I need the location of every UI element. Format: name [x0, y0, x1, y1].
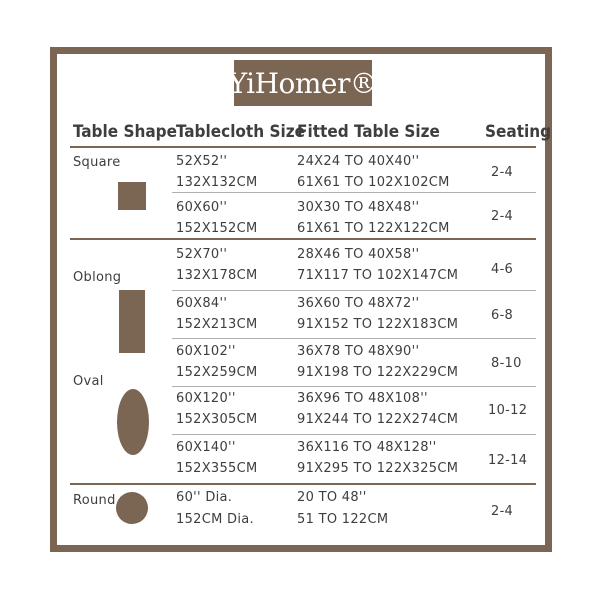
shape-label-square: Square [73, 155, 121, 170]
fitted-size-cm: 91X198 TO 122X229CM [297, 365, 459, 380]
brand-logo: YiHomer® [234, 60, 372, 106]
oblong-shape-icon [119, 290, 145, 353]
cloth-size-cm: 132X178CM [176, 268, 258, 283]
cloth-size-cm: 152X355CM [176, 461, 258, 476]
row-divider [172, 338, 536, 339]
seating-value: 4-6 [491, 262, 514, 277]
shape-label-oval: Oval [73, 374, 104, 389]
cloth-size-cm: 132X132CM [176, 175, 258, 190]
fitted-size-cm: 51 TO 122CM [297, 512, 389, 527]
row-divider [172, 192, 536, 193]
fitted-size-cm: 91X152 TO 122X183CM [297, 317, 459, 332]
fitted-size-cm: 61X61 TO 122X122CM [297, 221, 450, 236]
seating-value: 10-12 [488, 403, 528, 418]
cloth-size-inch: 52X52'' [176, 154, 228, 169]
fitted-size-inch: 36X60 TO 48X72'' [297, 296, 420, 311]
header-table-shape: Table Shape [73, 122, 177, 142]
round-shape-icon [116, 492, 148, 524]
header-seating: Seating [485, 122, 552, 142]
fitted-size-inch: 30X30 TO 48X48'' [297, 200, 420, 215]
cloth-size-inch: 52X70'' [176, 247, 228, 262]
fitted-size-inch: 24X24 TO 40X40'' [297, 154, 420, 169]
cloth-size-cm: 152X152CM [176, 221, 258, 236]
shape-label-oblong: Oblong [73, 270, 122, 285]
cloth-size-cm: 152CM Dia. [176, 512, 254, 527]
cloth-size-cm: 152X259CM [176, 365, 258, 380]
header-divider [70, 146, 536, 148]
seating-value: 2-4 [491, 504, 514, 519]
header-tablecloth-size: Tablecloth Size [176, 122, 305, 142]
fitted-size-cm: 91X244 TO 122X274CM [297, 412, 459, 427]
cloth-size-cm: 152X305CM [176, 412, 258, 427]
fitted-size-inch: 36X96 TO 48X108'' [297, 391, 428, 406]
fitted-size-inch: 28X46 TO 40X58'' [297, 247, 420, 262]
header-fitted-table-size: Fitted Table Size [297, 122, 440, 142]
fitted-size-inch: 36X78 TO 48X90'' [297, 344, 420, 359]
cloth-size-inch: 60X140'' [176, 440, 236, 455]
fitted-size-cm: 91X295 TO 122X325CM [297, 461, 459, 476]
fitted-size-cm: 71X117 TO 102X147CM [297, 268, 459, 283]
section-divider-square-oblong [70, 238, 536, 240]
cloth-size-cm: 152X213CM [176, 317, 258, 332]
row-divider [172, 290, 536, 291]
oval-shape-icon [117, 389, 149, 455]
row-divider [172, 434, 536, 435]
row-divider [172, 386, 536, 387]
square-shape-icon [118, 182, 146, 210]
seating-value: 2-4 [491, 165, 514, 180]
cloth-size-inch: 60X120'' [176, 391, 236, 406]
seating-value: 6-8 [491, 308, 514, 323]
fitted-size-inch: 20 TO 48'' [297, 490, 367, 505]
cloth-size-inch: 60X102'' [176, 344, 236, 359]
cloth-size-inch: 60'' Dia. [176, 490, 233, 505]
section-divider-oval-round [70, 483, 536, 485]
fitted-size-inch: 36X116 TO 48X128'' [297, 440, 437, 455]
seating-value: 8-10 [491, 356, 522, 371]
fitted-size-cm: 61X61 TO 102X102CM [297, 175, 450, 190]
seating-value: 12-14 [488, 453, 528, 468]
shape-label-round: Round [73, 493, 116, 508]
seating-value: 2-4 [491, 209, 514, 224]
cloth-size-inch: 60X60'' [176, 200, 228, 215]
cloth-size-inch: 60X84'' [176, 296, 228, 311]
